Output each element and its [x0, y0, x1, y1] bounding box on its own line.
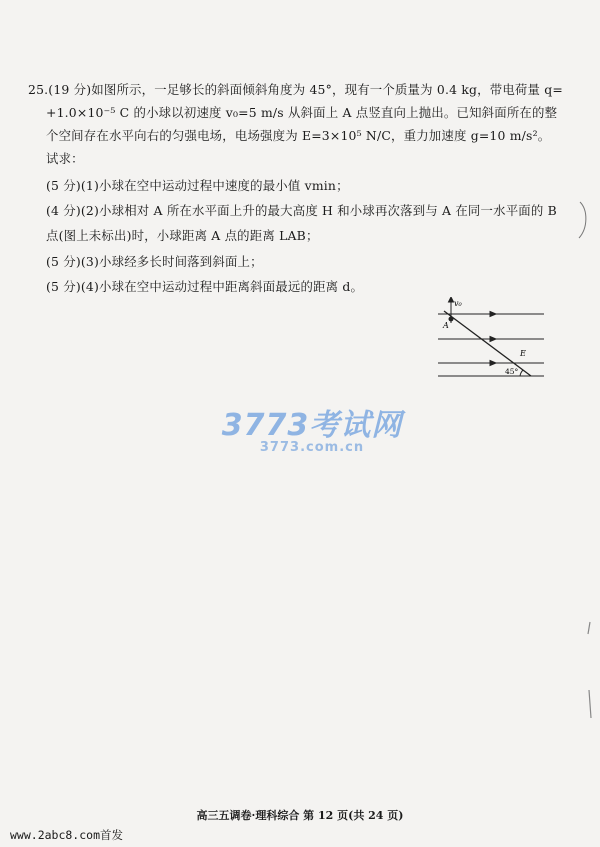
- watermark-url: 3773.com.cn: [259, 440, 365, 455]
- question-line-1: 25.(19 分)如图所示，一足够长的斜面倾斜角度为 45°，现有一个质量为 0.4 kg，带电荷量 q=: [28, 82, 563, 97]
- watermark: [212, 400, 412, 455]
- question-line-3: 个空间存在水平向右的匀强电场，电场强度为 E=3×10⁵ N/C，重力加速度 g=10 m/s²。: [46, 128, 551, 143]
- question-line-2: +1.0×10⁻⁵ C 的小球以初速度 v₀=5 m/s 从斜面上 A 点竖直向上抛出。已知斜面所在的整: [46, 105, 558, 120]
- point-a-label: A: [443, 321, 449, 330]
- question-line-7: 点(图上未标出)时，小球距离 A 点的距离 LAB；: [46, 228, 319, 243]
- question-line-5: (5 分)(1)小球在空中运动过程中速度的最小值 vmin；: [46, 178, 349, 193]
- question-line-6: (4 分)(2)小球相对 A 所在水平面上升的最大高度 H 和小球再次落到与 A 在同一水平面的 B: [46, 203, 557, 218]
- watermark-logo: 3773考试网: [221, 408, 403, 443]
- page-footer: 高三五调卷·理科综合 第 12 页(共 24 页): [196, 809, 404, 822]
- angle-label: 45°: [505, 367, 519, 376]
- arrow-up-icon: [449, 297, 454, 302]
- arrow-icon: [490, 361, 496, 366]
- question-line-9: (5 分)(4)小球在空中运动过程中距离斜面最远的距离 d。: [46, 279, 364, 294]
- field-e-label: E: [520, 349, 526, 358]
- scan-mark: [576, 200, 592, 240]
- ball-point: [449, 317, 453, 321]
- physics-diagram: [438, 297, 544, 379]
- question-line-8: (5 分)(3)小球经多长时间落到斜面上；: [46, 254, 263, 269]
- arrow-icon: [490, 312, 496, 317]
- v0-label: v₀: [454, 299, 462, 308]
- angle-arc: [520, 370, 523, 376]
- arrow-icon: [490, 337, 496, 342]
- question-line-4: 试求：: [46, 151, 84, 166]
- source-attribution: www.2abc8.com首发: [10, 828, 124, 842]
- scan-mark: [582, 620, 596, 720]
